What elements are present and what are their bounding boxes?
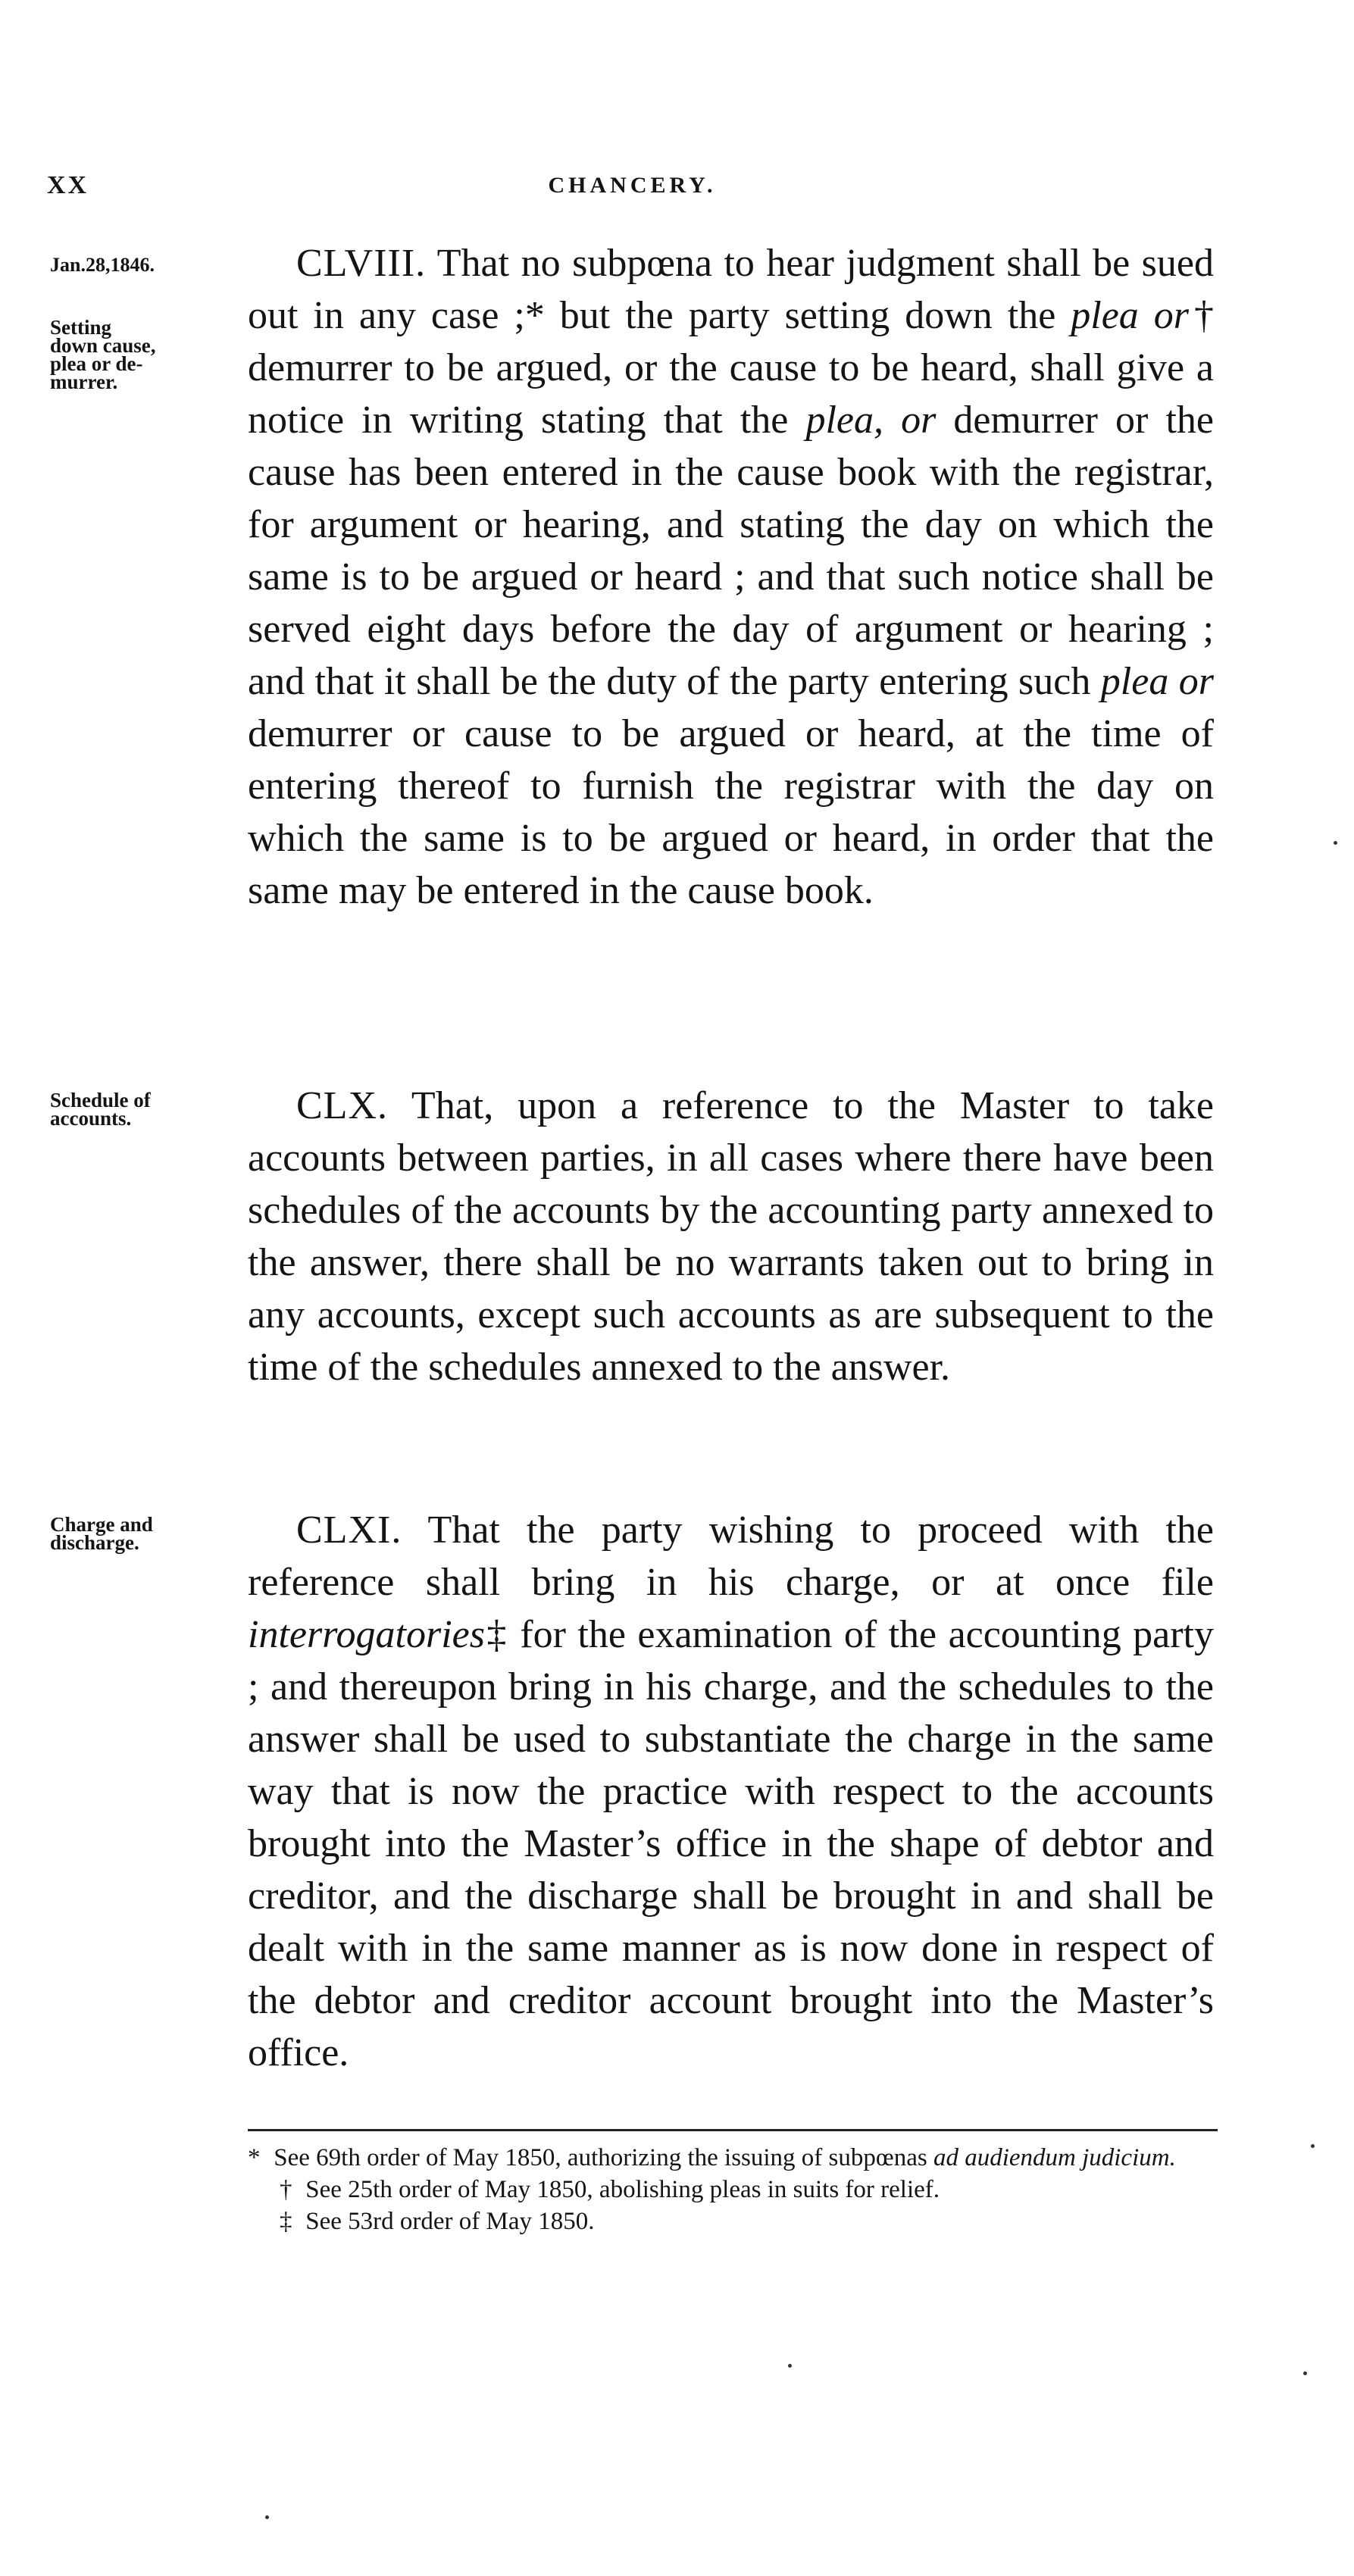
footnote [248,2206,1218,2237]
scan-speck [1303,2371,1307,2375]
footnote-symbol: * [248,2144,261,2171]
footnote-text: See 25th order of May 1850, abolishing pleas in suits for relief. [299,2176,940,2203]
rule-text-italic: plea or [1071,294,1190,337]
rule-number: CLX. [296,1084,388,1127]
running-title: CHANCERY. [548,173,717,198]
footnote-italic: ad audiendum judicium. [933,2144,1176,2171]
margin-note-date: Jan.28,1846. [50,254,155,276]
rule-text [248,1080,1214,1393]
rule-text-part: That, upon a reference to the Master to take accounts between parties, in all cases where there have been schedules of the accounts by the accounting party annexed to the answer, there shall be no warrants taken out to bring in any accounts, except such accounts as are subsequent to the time of the schedules annexed to the answer. [248,1084,1214,1389]
rule-text-italic: plea or [1100,660,1214,703]
page-number: XX [47,171,89,199]
footnote-symbol: ‡ [280,2208,292,2235]
rule-text-part: That the party wishing to proceed with the reference shall bring in his charge, or at once file [248,1508,1214,1604]
rule-text-part: That no subpœna to hear judgment shall be sued out in any case ;* but the party setting down the [248,242,1214,337]
rule-text-part: † demurrer to be argued, or the cause to be heard, shall give a notice in writing stating that the [248,294,1214,442]
rule-number: CLVIII. [296,242,427,285]
rule-text [248,237,1214,917]
margin-note-setting-down: Setting down cause, plea or de- murrer. [50,316,156,393]
footnotes [248,2129,1218,2237]
footnote-symbol: † [280,2176,292,2203]
scan-speck [265,2515,269,2519]
page-header [47,171,1218,217]
rule-text-part: demurrer or cause to be argued or heard, at the time of entering thereof to furnish the registrar with the day on which the same is to be argued or heard, in order that the same may be entered in the cause book. [248,712,1214,912]
footnote [248,2174,1218,2206]
scan-speck [788,2364,792,2368]
footnote-text: See 69th order of May 1850, authorizing the issuing of subpœnas [267,2144,933,2171]
rule-text-part: ‡ for the examination of the accounting party ; and thereupon bring in his charge, and the schedules to the answer shall be used to substantiate the charge in the same way that is now the practice with respect to the accounts brought into the Master’s office in the shape of debtor and creditor, and the discharge shall be brought in and shall be dealt with in the same manner as is now done in respect of the debtor and creditor account brought into the Master’s office. [248,1613,1214,2074]
rule-number: CLXI. [296,1508,402,1552]
scan-speck [1334,841,1337,845]
footnote-text: See 53rd order of May 1850. [299,2208,595,2235]
rule-text-part: demurrer or the cause has been entered in the cause book with the registrar, for argument or hearing, and stating the day on which the same is to be argued or heard ; and that such notice shall be served eight days before the day of argument or hearing ; and that it shall be the duty of the party entering such [248,399,1214,703]
scan-speck [1311,2144,1315,2148]
margin-note-charge: Charge and discharge. [50,1513,153,1554]
footnote [248,2142,1218,2174]
margin-note-schedule: Schedule of accounts. [50,1089,151,1130]
rule-text [248,1504,1214,2079]
rule-text-italic: plea, or [805,399,937,442]
rule-text-italic: interrogatories [248,1613,485,1656]
